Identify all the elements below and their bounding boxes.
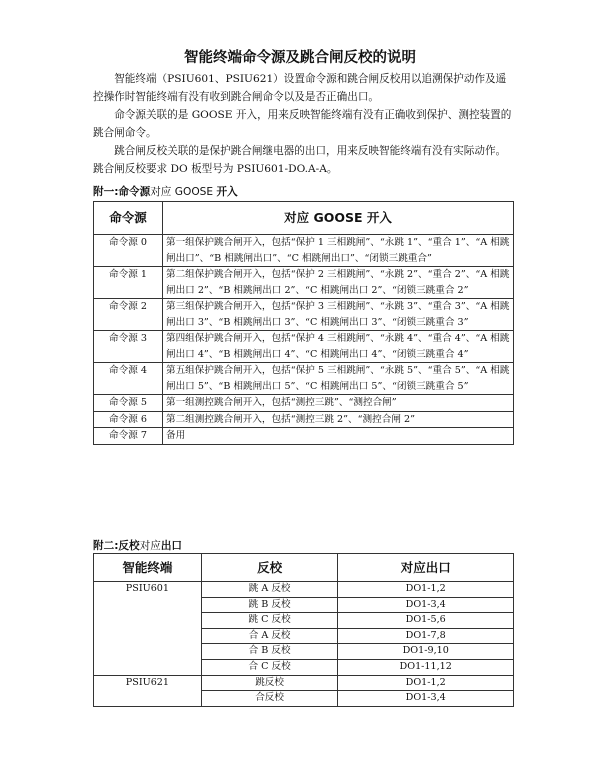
intro-paragraph: 智能终端（PSIU601、PSIU621）设置命令源和跳合闸反校用以追溯保护动作及遥控操作时智能终端有没有收到跳合闸命令以及是否正确出口。 xyxy=(93,73,507,103)
table-row: 跳 C 反校 DO1-5,6 xyxy=(94,613,514,629)
table-row: 跳 B 反校 DO1-3,4 xyxy=(94,597,514,613)
command-source-table xyxy=(93,201,514,445)
table-row: 命令源 3 第四组保护跳合闸开入，包括“保护 4 三相跳闸”、“永跳 4”、“重合 4”、“A 相跳闸出口 4”、“B 相跳闸出口 4”、“C 相跳闸出口 4”、“闭锁三跳重合 4” xyxy=(94,331,514,363)
table-row: 命令源 5 第一组测控跳合闸开入，包括“测控三跳”、“测控合闸” xyxy=(94,395,514,412)
table-row: 合 A 反校 DO1-7,8 xyxy=(94,628,514,644)
table-row: 命令源 2 第三组保护跳合闸开入，包括“保护 3 三相跳闸”、“永跳 3”、“重合 3”、“A 相跳闸出口 3”、“B 相跳闸出口 3”、“C 相跳闸出口 3”、“闭锁三跳重合 3” xyxy=(94,299,514,331)
header-command-source: 命令源 xyxy=(94,202,163,235)
header-reverse-check: 反校 xyxy=(201,554,338,582)
appendix1-caption: 附一:命令源对应 GOOSE 开入 xyxy=(93,186,238,198)
doc-title: 智能终端命令源及跳合闸反校的说明 xyxy=(184,50,416,66)
table-row: 命令源 1 第二组保护跳合闸开入，包括“保护 2 三相跳闸”、“永跳 2”、“重合 2”、“A 相跳闸出口 2”、“B 相跳闸出口 2”、“C 相跳闸出口 2”、“闭锁三跳重合 2” xyxy=(94,267,514,299)
table-row: 合反校 DO1-3,4 xyxy=(94,691,514,707)
table-row: 命令源 7 备用 xyxy=(94,428,514,445)
table-row: 合 C 反校 DO1-11,12 xyxy=(94,659,514,675)
terminal-cell: PSIU601 xyxy=(94,582,202,676)
table-row: 合 B 反校 DO1-9,10 xyxy=(94,644,514,660)
table-row: PSIU601 跳 A 反校 DO1-1,2 xyxy=(94,582,514,598)
command-source-paragraph: 命令源关联的是 GOOSE 开入，用来反映智能终端有没有正确收到保护、测控装置的跳合闸命令。 xyxy=(93,109,512,139)
table-row: 命令源 6 第二组测控跳合闸开入，包括“测控三跳 2”、“测控合闸 2” xyxy=(94,411,514,428)
appendix2-caption: 附二:反校对应出口 xyxy=(93,540,182,552)
table-row: 命令源 4 第五组保护跳合闸开入，包括“保护 5 三相跳闸”、“永跳 5”、“重合 5”、“A 相跳闸出口 5”、“B 相跳闸出口 5”、“C 相跳闸出口 5”、“闭锁三跳重合 5” xyxy=(94,363,514,395)
reverse-check-paragraph: 跳合闸反校关联的是保护跳合闸继电器的出口，用来反映智能终端有没有实际动作。跳合闸反校要求 DO 板型号为 PSIU601-DO.A-A。 xyxy=(93,145,507,175)
header-goose-input: 对应 GOOSE 开入 xyxy=(163,202,514,235)
terminal-cell: PSIU621 xyxy=(94,675,202,706)
table-row: 命令源 0 第一组保护跳合闸开入，包括“保护 1 三相跳闸”、“永跳 1”、“重合 1”、“A 相跳闸出口”、“B 相跳闸出口”、“C 相跳闸出口”、“闭锁三跳重合” xyxy=(94,235,514,267)
header-output: 对应出口 xyxy=(338,554,514,582)
table-row: PSIU621 跳反校 DO1-1,2 xyxy=(94,675,514,691)
reverse-check-table xyxy=(93,553,514,707)
header-terminal: 智能终端 xyxy=(94,554,202,582)
